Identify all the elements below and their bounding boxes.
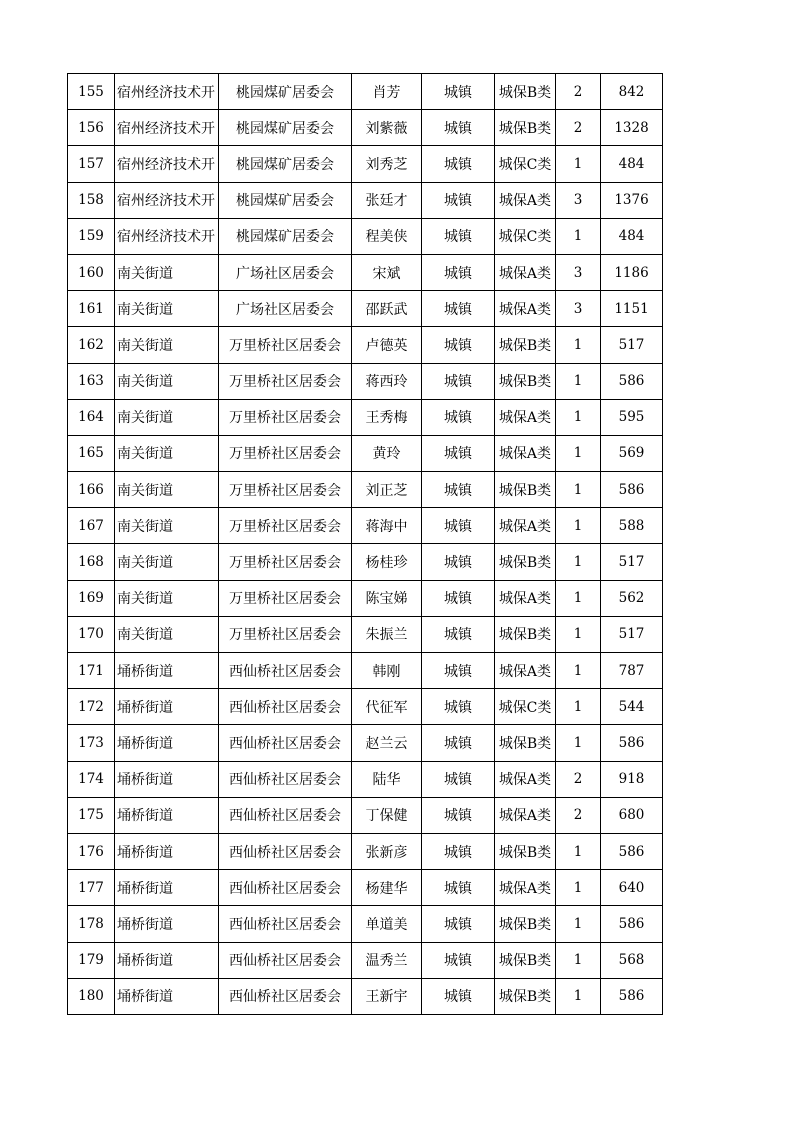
category-cell: 城保A类 bbox=[495, 182, 556, 218]
table-row bbox=[68, 833, 663, 869]
area-type-cell: 城镇 bbox=[422, 689, 495, 725]
amount-cell: 588 bbox=[601, 508, 663, 544]
area-type-cell: 城镇 bbox=[422, 797, 495, 833]
area-type-cell: 城镇 bbox=[422, 74, 495, 110]
amount-cell: 586 bbox=[601, 833, 663, 869]
row-number-cell: 166 bbox=[68, 472, 115, 508]
row-number-cell: 164 bbox=[68, 399, 115, 435]
household-size-cell: 1 bbox=[556, 725, 601, 761]
household-size-cell: 2 bbox=[556, 110, 601, 146]
household-size-cell: 1 bbox=[556, 653, 601, 689]
row-number-cell: 167 bbox=[68, 508, 115, 544]
table-row bbox=[68, 472, 663, 508]
street-cell: 宿州经济技术开 bbox=[115, 182, 219, 218]
person-name-cell: 宋斌 bbox=[352, 254, 422, 290]
table-row bbox=[68, 327, 663, 363]
household-size-cell: 1 bbox=[556, 580, 601, 616]
person-name-cell: 刘秀芝 bbox=[352, 146, 422, 182]
person-name-cell: 刘正芝 bbox=[352, 472, 422, 508]
row-number-cell: 174 bbox=[68, 761, 115, 797]
row-number-cell: 180 bbox=[68, 978, 115, 1014]
row-number-cell: 159 bbox=[68, 218, 115, 254]
table-row bbox=[68, 761, 663, 797]
household-size-cell: 3 bbox=[556, 291, 601, 327]
row-number-cell: 160 bbox=[68, 254, 115, 290]
area-type-cell: 城镇 bbox=[422, 725, 495, 761]
street-cell: 南关街道 bbox=[115, 363, 219, 399]
amount-cell: 680 bbox=[601, 797, 663, 833]
area-type-cell: 城镇 bbox=[422, 254, 495, 290]
area-type-cell: 城镇 bbox=[422, 291, 495, 327]
street-cell: 埇桥街道 bbox=[115, 725, 219, 761]
area-type-cell: 城镇 bbox=[422, 435, 495, 471]
committee-cell: 万里桥社区居委会 bbox=[219, 363, 352, 399]
household-size-cell: 2 bbox=[556, 761, 601, 797]
category-cell: 城保A类 bbox=[495, 797, 556, 833]
area-type-cell: 城镇 bbox=[422, 580, 495, 616]
household-size-cell: 1 bbox=[556, 544, 601, 580]
amount-cell: 1186 bbox=[601, 254, 663, 290]
committee-cell: 桃园煤矿居委会 bbox=[219, 218, 352, 254]
household-size-cell: 1 bbox=[556, 978, 601, 1014]
area-type-cell: 城镇 bbox=[422, 761, 495, 797]
area-type-cell: 城镇 bbox=[422, 110, 495, 146]
committee-cell: 桃园煤矿居委会 bbox=[219, 74, 352, 110]
area-type-cell: 城镇 bbox=[422, 906, 495, 942]
row-number-cell: 171 bbox=[68, 653, 115, 689]
category-cell: 城保B类 bbox=[495, 327, 556, 363]
street-cell: 埇桥街道 bbox=[115, 797, 219, 833]
committee-cell: 万里桥社区居委会 bbox=[219, 616, 352, 652]
beneficiary-table bbox=[67, 73, 663, 1015]
row-number-cell: 179 bbox=[68, 942, 115, 978]
household-size-cell: 1 bbox=[556, 435, 601, 471]
amount-cell: 586 bbox=[601, 725, 663, 761]
row-number-cell: 157 bbox=[68, 146, 115, 182]
row-number-cell: 177 bbox=[68, 870, 115, 906]
amount-cell: 640 bbox=[601, 870, 663, 906]
table-row bbox=[68, 689, 663, 725]
street-cell: 埇桥街道 bbox=[115, 978, 219, 1014]
category-cell: 城保B类 bbox=[495, 978, 556, 1014]
amount-cell: 1151 bbox=[601, 291, 663, 327]
street-cell: 埇桥街道 bbox=[115, 833, 219, 869]
table-row bbox=[68, 399, 663, 435]
area-type-cell: 城镇 bbox=[422, 508, 495, 544]
category-cell: 城保C类 bbox=[495, 218, 556, 254]
street-cell: 南关街道 bbox=[115, 508, 219, 544]
person-name-cell: 单道美 bbox=[352, 906, 422, 942]
street-cell: 南关街道 bbox=[115, 580, 219, 616]
household-size-cell: 1 bbox=[556, 833, 601, 869]
amount-cell: 1328 bbox=[601, 110, 663, 146]
household-size-cell: 3 bbox=[556, 182, 601, 218]
person-name-cell: 杨建华 bbox=[352, 870, 422, 906]
amount-cell: 517 bbox=[601, 616, 663, 652]
category-cell: 城保B类 bbox=[495, 110, 556, 146]
area-type-cell: 城镇 bbox=[422, 182, 495, 218]
committee-cell: 桃园煤矿居委会 bbox=[219, 110, 352, 146]
household-size-cell: 1 bbox=[556, 363, 601, 399]
amount-cell: 586 bbox=[601, 472, 663, 508]
row-number-cell: 163 bbox=[68, 363, 115, 399]
row-number-cell: 176 bbox=[68, 833, 115, 869]
person-name-cell: 刘紫薇 bbox=[352, 110, 422, 146]
category-cell: 城保A类 bbox=[495, 580, 556, 616]
street-cell: 埇桥街道 bbox=[115, 870, 219, 906]
household-size-cell: 1 bbox=[556, 218, 601, 254]
amount-cell: 568 bbox=[601, 942, 663, 978]
table-row bbox=[68, 725, 663, 761]
committee-cell: 万里桥社区居委会 bbox=[219, 580, 352, 616]
committee-cell: 万里桥社区居委会 bbox=[219, 508, 352, 544]
street-cell: 埇桥街道 bbox=[115, 689, 219, 725]
street-cell: 南关街道 bbox=[115, 435, 219, 471]
person-name-cell: 韩刚 bbox=[352, 653, 422, 689]
row-number-cell: 155 bbox=[68, 74, 115, 110]
amount-cell: 484 bbox=[601, 146, 663, 182]
household-size-cell: 1 bbox=[556, 870, 601, 906]
amount-cell: 918 bbox=[601, 761, 663, 797]
category-cell: 城保A类 bbox=[495, 653, 556, 689]
household-size-cell: 1 bbox=[556, 472, 601, 508]
area-type-cell: 城镇 bbox=[422, 978, 495, 1014]
table-row bbox=[68, 182, 663, 218]
committee-cell: 万里桥社区居委会 bbox=[219, 544, 352, 580]
street-cell: 宿州经济技术开 bbox=[115, 110, 219, 146]
amount-cell: 562 bbox=[601, 580, 663, 616]
committee-cell: 西仙桥社区居委会 bbox=[219, 942, 352, 978]
category-cell: 城保B类 bbox=[495, 544, 556, 580]
person-name-cell: 朱振兰 bbox=[352, 616, 422, 652]
committee-cell: 西仙桥社区居委会 bbox=[219, 906, 352, 942]
household-size-cell: 2 bbox=[556, 797, 601, 833]
amount-cell: 569 bbox=[601, 435, 663, 471]
street-cell: 南关街道 bbox=[115, 544, 219, 580]
area-type-cell: 城镇 bbox=[422, 653, 495, 689]
household-size-cell: 1 bbox=[556, 942, 601, 978]
area-type-cell: 城镇 bbox=[422, 544, 495, 580]
street-cell: 宿州经济技术开 bbox=[115, 146, 219, 182]
row-number-cell: 178 bbox=[68, 906, 115, 942]
category-cell: 城保A类 bbox=[495, 508, 556, 544]
amount-cell: 1376 bbox=[601, 182, 663, 218]
person-name-cell: 杨桂珍 bbox=[352, 544, 422, 580]
table-row bbox=[68, 218, 663, 254]
amount-cell: 586 bbox=[601, 906, 663, 942]
person-name-cell: 陈宝娣 bbox=[352, 580, 422, 616]
committee-cell: 西仙桥社区居委会 bbox=[219, 725, 352, 761]
street-cell: 南关街道 bbox=[115, 399, 219, 435]
committee-cell: 西仙桥社区居委会 bbox=[219, 653, 352, 689]
area-type-cell: 城镇 bbox=[422, 218, 495, 254]
street-cell: 南关街道 bbox=[115, 327, 219, 363]
person-name-cell: 赵兰云 bbox=[352, 725, 422, 761]
area-type-cell: 城镇 bbox=[422, 472, 495, 508]
category-cell: 城保B类 bbox=[495, 725, 556, 761]
table-row bbox=[68, 363, 663, 399]
category-cell: 城保B类 bbox=[495, 363, 556, 399]
amount-cell: 595 bbox=[601, 399, 663, 435]
table-row bbox=[68, 978, 663, 1014]
person-name-cell: 肖芳 bbox=[352, 74, 422, 110]
committee-cell: 西仙桥社区居委会 bbox=[219, 870, 352, 906]
person-name-cell: 张廷才 bbox=[352, 182, 422, 218]
household-size-cell: 1 bbox=[556, 508, 601, 544]
person-name-cell: 邵跃武 bbox=[352, 291, 422, 327]
person-name-cell: 代征军 bbox=[352, 689, 422, 725]
street-cell: 埇桥街道 bbox=[115, 653, 219, 689]
category-cell: 城保C类 bbox=[495, 689, 556, 725]
amount-cell: 484 bbox=[601, 218, 663, 254]
area-type-cell: 城镇 bbox=[422, 399, 495, 435]
row-number-cell: 156 bbox=[68, 110, 115, 146]
amount-cell: 586 bbox=[601, 978, 663, 1014]
person-name-cell: 蒋海中 bbox=[352, 508, 422, 544]
household-size-cell: 1 bbox=[556, 327, 601, 363]
committee-cell: 万里桥社区居委会 bbox=[219, 327, 352, 363]
table-row bbox=[68, 653, 663, 689]
table-row bbox=[68, 942, 663, 978]
committee-cell: 万里桥社区居委会 bbox=[219, 435, 352, 471]
table-row bbox=[68, 580, 663, 616]
row-number-cell: 168 bbox=[68, 544, 115, 580]
table-row bbox=[68, 797, 663, 833]
person-name-cell: 卢德英 bbox=[352, 327, 422, 363]
household-size-cell: 1 bbox=[556, 906, 601, 942]
street-cell: 埇桥街道 bbox=[115, 906, 219, 942]
table-row bbox=[68, 291, 663, 327]
amount-cell: 842 bbox=[601, 74, 663, 110]
row-number-cell: 169 bbox=[68, 580, 115, 616]
table-row bbox=[68, 146, 663, 182]
table-row bbox=[68, 906, 663, 942]
area-type-cell: 城镇 bbox=[422, 942, 495, 978]
document-page bbox=[67, 73, 663, 1015]
row-number-cell: 173 bbox=[68, 725, 115, 761]
street-cell: 埇桥街道 bbox=[115, 761, 219, 797]
category-cell: 城保A类 bbox=[495, 399, 556, 435]
person-name-cell: 蒋西玲 bbox=[352, 363, 422, 399]
person-name-cell: 陆华 bbox=[352, 761, 422, 797]
committee-cell: 西仙桥社区居委会 bbox=[219, 978, 352, 1014]
table-row bbox=[68, 870, 663, 906]
committee-cell: 广场社区居委会 bbox=[219, 291, 352, 327]
household-size-cell: 3 bbox=[556, 254, 601, 290]
household-size-cell: 1 bbox=[556, 689, 601, 725]
row-number-cell: 165 bbox=[68, 435, 115, 471]
person-name-cell: 王新宇 bbox=[352, 978, 422, 1014]
street-cell: 南关街道 bbox=[115, 254, 219, 290]
table-row bbox=[68, 616, 663, 652]
table-row bbox=[68, 435, 663, 471]
area-type-cell: 城镇 bbox=[422, 870, 495, 906]
category-cell: 城保B类 bbox=[495, 616, 556, 652]
committee-cell: 西仙桥社区居委会 bbox=[219, 761, 352, 797]
category-cell: 城保A类 bbox=[495, 254, 556, 290]
area-type-cell: 城镇 bbox=[422, 833, 495, 869]
committee-cell: 西仙桥社区居委会 bbox=[219, 689, 352, 725]
row-number-cell: 161 bbox=[68, 291, 115, 327]
amount-cell: 544 bbox=[601, 689, 663, 725]
amount-cell: 517 bbox=[601, 327, 663, 363]
category-cell: 城保B类 bbox=[495, 906, 556, 942]
area-type-cell: 城镇 bbox=[422, 146, 495, 182]
person-name-cell: 王秀梅 bbox=[352, 399, 422, 435]
person-name-cell: 张新彦 bbox=[352, 833, 422, 869]
table-row bbox=[68, 508, 663, 544]
street-cell: 宿州经济技术开 bbox=[115, 74, 219, 110]
committee-cell: 桃园煤矿居委会 bbox=[219, 182, 352, 218]
person-name-cell: 温秀兰 bbox=[352, 942, 422, 978]
row-number-cell: 172 bbox=[68, 689, 115, 725]
street-cell: 南关街道 bbox=[115, 291, 219, 327]
person-name-cell: 黄玲 bbox=[352, 435, 422, 471]
area-type-cell: 城镇 bbox=[422, 363, 495, 399]
category-cell: 城保C类 bbox=[495, 146, 556, 182]
committee-cell: 万里桥社区居委会 bbox=[219, 472, 352, 508]
table-body bbox=[68, 74, 663, 1015]
committee-cell: 西仙桥社区居委会 bbox=[219, 797, 352, 833]
table-row bbox=[68, 254, 663, 290]
row-number-cell: 170 bbox=[68, 616, 115, 652]
category-cell: 城保A类 bbox=[495, 761, 556, 797]
row-number-cell: 158 bbox=[68, 182, 115, 218]
household-size-cell: 2 bbox=[556, 74, 601, 110]
category-cell: 城保A类 bbox=[495, 435, 556, 471]
area-type-cell: 城镇 bbox=[422, 327, 495, 363]
amount-cell: 586 bbox=[601, 363, 663, 399]
table-row bbox=[68, 74, 663, 110]
category-cell: 城保A类 bbox=[495, 291, 556, 327]
category-cell: 城保B类 bbox=[495, 472, 556, 508]
person-name-cell: 丁保健 bbox=[352, 797, 422, 833]
household-size-cell: 1 bbox=[556, 399, 601, 435]
committee-cell: 桃园煤矿居委会 bbox=[219, 146, 352, 182]
category-cell: 城保B类 bbox=[495, 942, 556, 978]
household-size-cell: 1 bbox=[556, 616, 601, 652]
table-row bbox=[68, 110, 663, 146]
category-cell: 城保B类 bbox=[495, 74, 556, 110]
area-type-cell: 城镇 bbox=[422, 616, 495, 652]
category-cell: 城保A类 bbox=[495, 870, 556, 906]
street-cell: 宿州经济技术开 bbox=[115, 218, 219, 254]
row-number-cell: 175 bbox=[68, 797, 115, 833]
category-cell: 城保B类 bbox=[495, 833, 556, 869]
amount-cell: 787 bbox=[601, 653, 663, 689]
committee-cell: 广场社区居委会 bbox=[219, 254, 352, 290]
table-row bbox=[68, 544, 663, 580]
committee-cell: 西仙桥社区居委会 bbox=[219, 833, 352, 869]
amount-cell: 517 bbox=[601, 544, 663, 580]
committee-cell: 万里桥社区居委会 bbox=[219, 399, 352, 435]
street-cell: 南关街道 bbox=[115, 472, 219, 508]
row-number-cell: 162 bbox=[68, 327, 115, 363]
person-name-cell: 程美侠 bbox=[352, 218, 422, 254]
household-size-cell: 1 bbox=[556, 146, 601, 182]
street-cell: 南关街道 bbox=[115, 616, 219, 652]
street-cell: 埇桥街道 bbox=[115, 942, 219, 978]
